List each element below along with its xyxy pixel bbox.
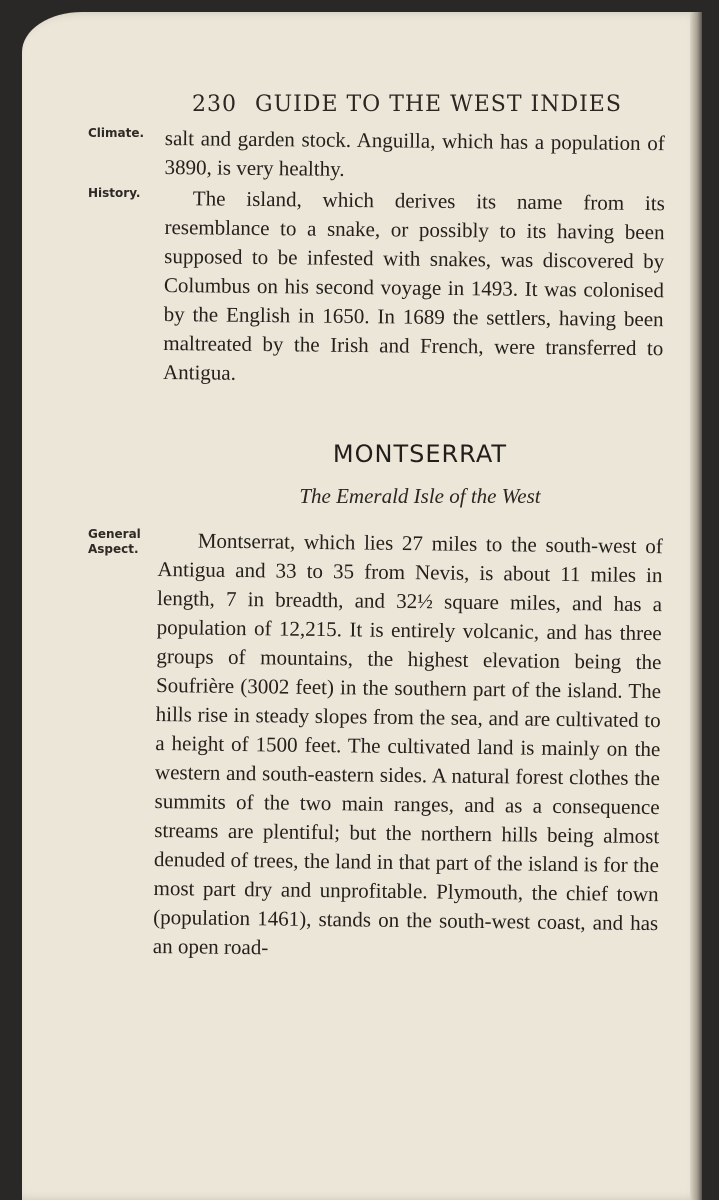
- margin-note-general-line1: General: [88, 527, 141, 541]
- history-paragraph: [163, 184, 665, 392]
- general-text: Montserrat, which lies 27 miles to the south-west of Antigua and 33 to 35 from Nevis, is about 11 miles in length, 7 in breadth, and 32½ square miles, and has a population of 12,215. It is entirely volcanic, and has three groups of mountains, the highest elevation being the Soufrière (3002 feet) in the southern part of the island. The hills rise in steady slopes from the sea, and are cultivated to a height of 1500 feet. The cultivated land is mainly on the western and south-eastern sides. A natural forest clothes the summits of the two main ranges, and as a consequence streams are plentiful; but the northern hills being almost denuded of trees, the land in that part of the island is for the most part dry and unprofitable. Plymouth, the chief town (population 1461), stands on the south-west coast, and has an open road-: [152, 528, 663, 960]
- margin-note-general-aspect: [88, 527, 168, 557]
- running-header: [192, 92, 662, 117]
- section-title: MONTSERRAT: [332, 440, 508, 468]
- page-edge-shadow: [690, 12, 702, 1200]
- climate-paragraph: [164, 124, 665, 187]
- margin-note-climate: Climate.: [88, 126, 145, 140]
- running-title: GUIDE TO THE WEST INDIES: [255, 92, 622, 117]
- margin-note-history: History.: [88, 186, 141, 200]
- page-number: 230: [192, 92, 237, 117]
- climate-text: salt and garden stock. Anguilla, which has a population of 3890, is very healthy.: [164, 125, 665, 181]
- history-text: The island, which derives its name from its resemblance to a snake, or possibly to its having been supposed to be infested with snakes, was discovered by Columbus on his second voyage in 1493. It was colonised by the English in 1650. In 1689 the settlers, having been maltreated by the Irish and French, were transferred to Antigua.: [162, 186, 665, 385]
- margin-note-general-line2: Aspect.: [88, 542, 139, 556]
- section-subtitle: The Emerald Isle of the West: [299, 484, 541, 508]
- general-aspect-paragraph: [153, 526, 663, 967]
